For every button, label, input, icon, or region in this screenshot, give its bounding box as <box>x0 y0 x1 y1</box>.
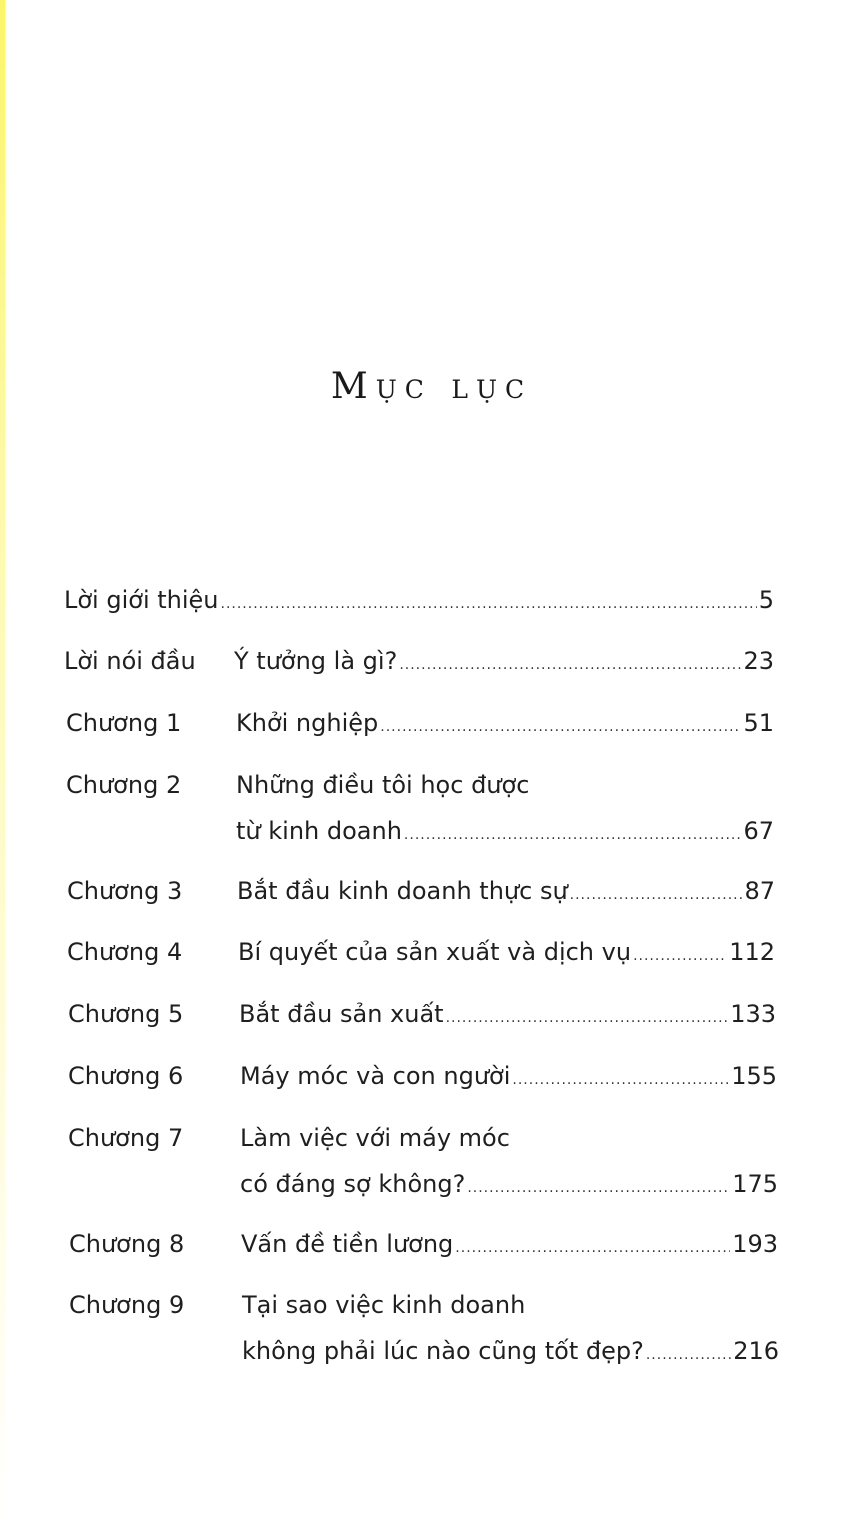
toc-entry-title: Bí quyết của sản xuất và dịch vụ <box>238 938 632 966</box>
toc-entry-label: Chương 4 <box>67 938 183 966</box>
toc-page-number: 193 <box>732 1230 778 1258</box>
toc-line <box>242 1336 779 1370</box>
toc-line <box>237 876 775 910</box>
dot-leader <box>633 941 727 971</box>
toc-page-number: 216 <box>733 1337 779 1365</box>
dot-leader <box>455 1233 730 1263</box>
toc-entry-title: Khởi nghiệp <box>236 709 379 737</box>
toc-page-number: 155 <box>731 1062 777 1090</box>
toc-entry-label: Chương 6 <box>68 1062 184 1090</box>
toc-line <box>64 585 774 619</box>
toc-entry-label: Chương 8 <box>69 1230 185 1258</box>
toc-entry-title: Vấn đề tiền lương <box>241 1230 454 1258</box>
toc-line <box>241 1229 778 1263</box>
toc-page-number: 51 <box>743 709 774 737</box>
toc-entry-title-continued: từ kinh doanh <box>236 817 402 845</box>
toc-entry-label: Chương 1 <box>66 709 182 737</box>
toc-page-number: 175 <box>732 1170 778 1198</box>
toc-entry-title: Máy móc và con người <box>240 1062 511 1090</box>
dot-leader <box>570 880 743 910</box>
toc-entry-label: Chương 2 <box>66 771 182 799</box>
toc-entry-title: Ý tưởng là gì? <box>234 647 398 675</box>
dot-leader <box>467 1173 730 1203</box>
toc-line <box>238 937 775 971</box>
toc-entry-title-continued: không phải lúc nào cũng tốt đẹp? <box>242 1337 644 1365</box>
toc-line <box>239 999 776 1033</box>
toc-entry-title: Bắt đầu sản xuất <box>239 1000 444 1028</box>
toc-line <box>234 646 774 680</box>
toc-page-number: 23 <box>743 647 774 675</box>
toc-entry-title: Làm việc với máy móc <box>240 1124 510 1152</box>
toc-entry-label: Lời nói đầu <box>64 647 196 675</box>
dot-leader <box>380 712 741 742</box>
toc-entry-title: Lời giới thiệu <box>64 586 219 614</box>
toc-page-number: 112 <box>729 938 775 966</box>
dot-leader <box>446 1003 729 1033</box>
toc-line <box>236 816 774 850</box>
dot-leader <box>221 589 757 619</box>
toc-entry-label: Chương 7 <box>68 1124 184 1152</box>
dot-leader <box>512 1065 729 1095</box>
dot-leader <box>404 820 742 850</box>
toc-line <box>240 1061 777 1095</box>
toc-line <box>236 708 774 742</box>
toc-page-number: 5 <box>758 586 774 614</box>
toc-page-number: 67 <box>743 817 774 845</box>
toc-page-number: 87 <box>744 877 775 905</box>
toc-entry-title: Tại sao việc kinh doanh <box>242 1291 526 1319</box>
toc-entry-title-continued: có đáng sợ không? <box>240 1170 466 1198</box>
dot-leader <box>646 1340 731 1370</box>
page-title: Mục lục <box>330 366 533 407</box>
dot-leader <box>399 650 741 680</box>
toc-entry-title: Những điều tôi học được <box>236 771 530 799</box>
toc-page-number: 133 <box>730 1000 776 1028</box>
toc-line <box>240 1169 778 1203</box>
toc-entry-label: Chương 3 <box>67 877 183 905</box>
toc-entry-title: Bắt đầu kinh doanh thực sự <box>237 877 568 905</box>
toc-entry-label: Chương 5 <box>68 1000 184 1028</box>
toc-entry-label: Chương 9 <box>69 1291 185 1319</box>
